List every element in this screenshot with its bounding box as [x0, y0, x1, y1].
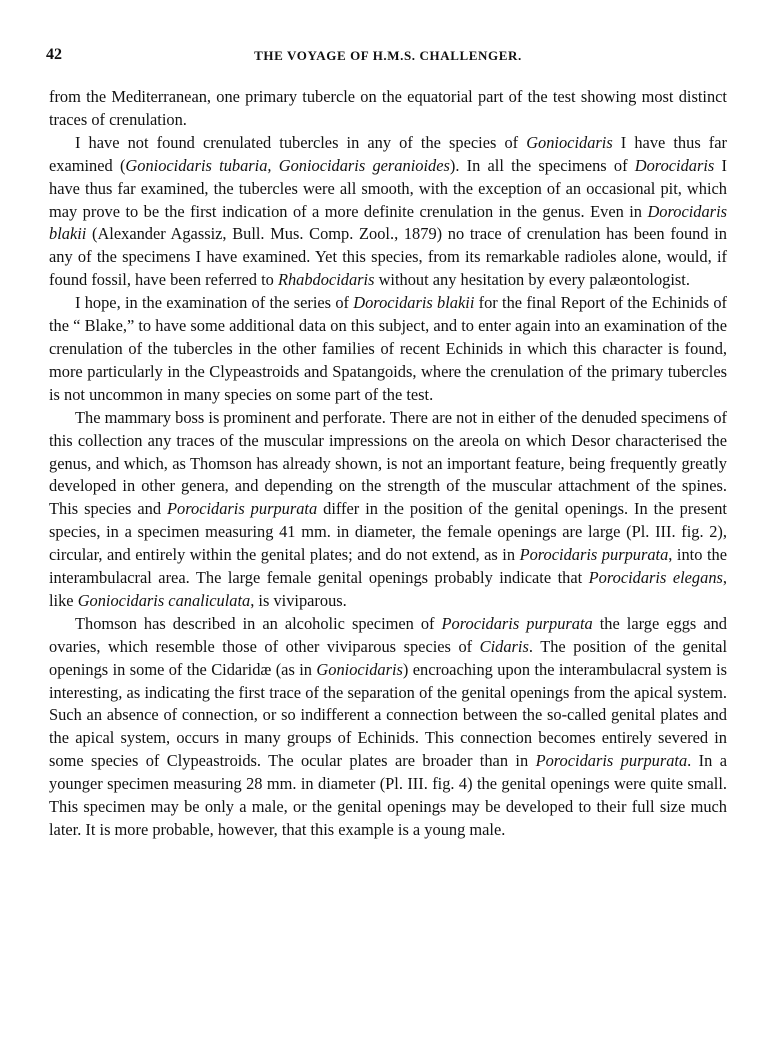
text-run: from the Mediterranean, one primary tubercle on the equatorial part of the test showing most distinct traces of crenulation.: [49, 87, 727, 129]
italic-text: Porocidaris purpurata: [519, 545, 669, 565]
text-run: , like: [49, 568, 728, 610]
body-text: [49, 86, 727, 842]
italic-text: Dorocidaris: [634, 155, 715, 175]
text-run: . The position of the genital openings in some of the Cidaridæ (as in: [49, 636, 727, 679]
text-run: I have thus far examined, the tubercles were all smooth, with the exception of an occasional pit, which may prove to be the first indication of a more definite crenulation in the genus. Even in: [49, 155, 727, 221]
text-run: I have not found crenulated tubercles in any of the species of: [75, 132, 527, 152]
text-run: differ in the position of the genital openings. In the present species, in a specimen measuring 41 mm. in diameter, the female openings are large (Pl. III. fig. 2), circular, and entirely within the genital plates; and do not extend, as in: [49, 499, 727, 565]
text-run: ). In all the specimens of: [449, 155, 635, 175]
italic-text: Rhabdocidaris: [277, 270, 375, 290]
text-run: Thomson has described in an alcoholic specimen of: [75, 613, 442, 633]
text-run: without any hesitation by every palæontologist.: [374, 270, 690, 290]
text-run: , into the interambulacral area. The large female genital openings probably indicate that: [49, 545, 727, 588]
italic-text: Porocidaris purpurata: [167, 499, 318, 519]
italic-text: Cidaris: [479, 636, 529, 656]
paragraph-blake-report: [49, 292, 727, 407]
italic-text: Dorocidaris blakii: [49, 201, 727, 244]
text-run: The mammary boss is prominent and perforate. There are not in either of the denuded specimens of this collection any traces of the muscular impressions on the areola on which Desor characterised the genus, and which, as Thomson has already shown, is not an important feature, being frequently greatly developed in other genera, and depending on the strength of the muscular attachment of the spines. This species and: [49, 407, 727, 519]
paragraph-mammary-boss: [49, 407, 727, 613]
italic-text: Porocidaris elegans: [588, 568, 723, 588]
paragraph-continued: [49, 86, 727, 132]
text-run: I hope, in the examination of the series of: [75, 293, 354, 313]
italic-text: Dorocidaris blakii: [353, 293, 475, 313]
page-header: [46, 46, 730, 70]
italic-text: Porocidaris purpurata: [535, 751, 688, 771]
text-run: I have thus far examined (: [49, 132, 727, 175]
text-run: (Alexander Agassiz, Bull. Mus. Comp. Zool., 1879) no trace of crenulation has been found in any of the specimens I have examined. Yet this species, from its remarkable radioles alone, would, if found fossil, have been referred to: [49, 224, 727, 290]
text-run: the large eggs and ovaries, which resemble those of other viviparous species of: [49, 613, 727, 656]
paragraph-thomson-eggs: [49, 613, 727, 842]
page-number: 42: [46, 46, 62, 63]
italic-text: Porocidaris purpurata: [441, 613, 593, 633]
text-run: , is viviparous.: [250, 590, 347, 610]
running-title: THE VOYAGE OF H.M.S. CHALLENGER.: [254, 48, 522, 63]
italic-text: Goniocidaris tubaria, Goniocidaris geranioides: [125, 155, 450, 175]
text-run: . In a younger specimen measuring 28 mm. in diameter (Pl. III. fig. 4) the genital openings were quite small. This specimen may be only a male, or the genital openings may be developed to their full size much later. It is more probable, however, that this example is a young male.: [49, 751, 727, 839]
paragraph-crenulated-tubercles: [49, 132, 727, 292]
italic-text: Goniocidaris canaliculata: [77, 590, 251, 610]
text-run: for the final Report of the Echinids of the “ Blake,” to have some additional data on this subject, and to enter again into an examination of the crenulation of the tubercles in the other families of recent Echinids in which this character is found, more particularly in the Clypeastroids and Spatangoids, where the crenulation of the primary tubercles is not uncommon in many species on some part of the test.: [49, 293, 727, 404]
text-run: ) encroaching upon the interambulacral system is interesting, as indicating the first trace of the separation of the genital openings from the apical system. Such an absence of connection, or so indifferent a connection between the so-called genital plates and the apical system, occurs in many groups of Echinids. This connection becomes entirely severed in some species of Clypeastroids. The ocular plates are broader than in: [49, 659, 727, 771]
italic-text: Goniocidaris: [526, 132, 613, 152]
italic-text: Goniocidaris: [316, 659, 403, 679]
